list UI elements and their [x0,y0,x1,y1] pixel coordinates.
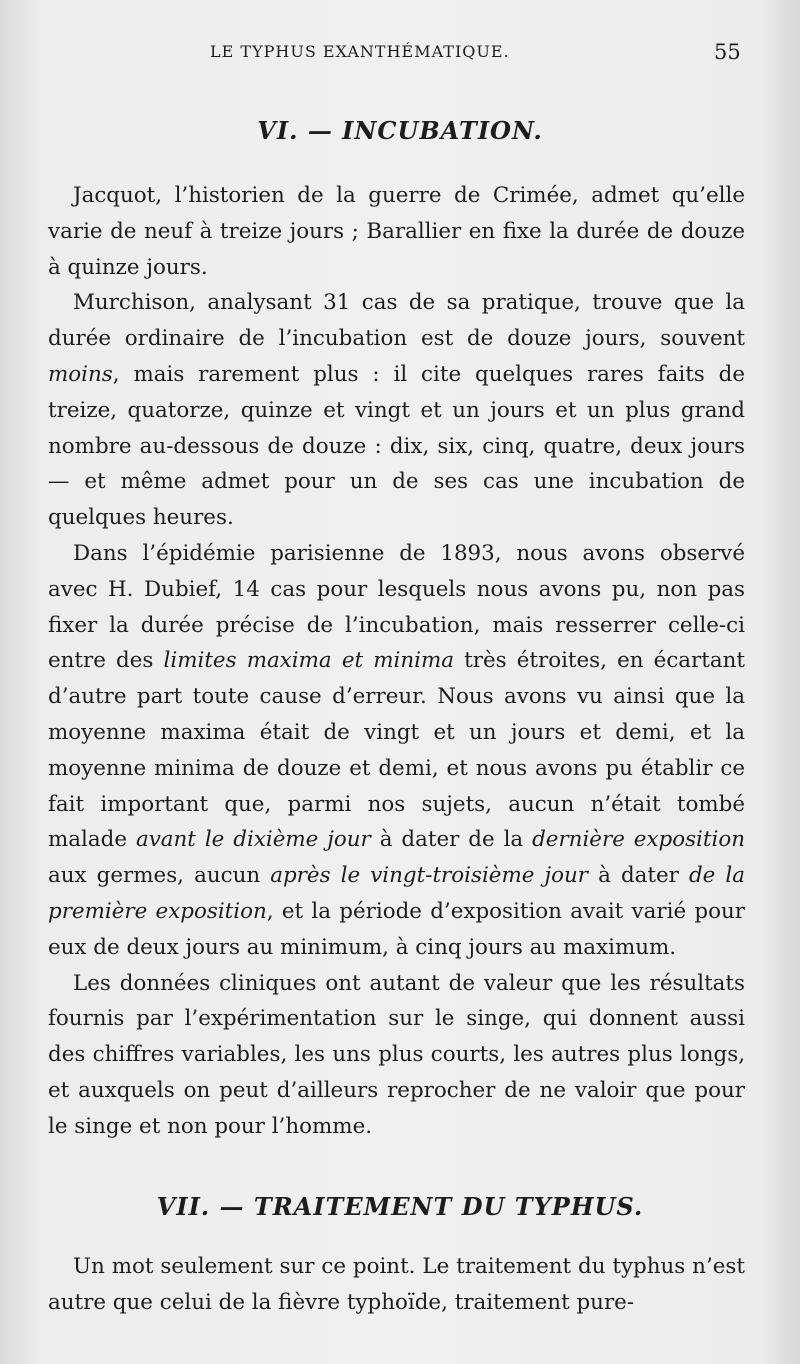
text-run: à dater [588,863,689,889]
paragraph-epidemie-1893 [48,536,745,966]
paragraph-jacquot: Jacquot, l’historien de la guerre de Crimée, admet qu’elle varie de neuf à treize jours ; Barallier en fixe la durée de douze à quinze jours. [48,183,745,280]
text-run: très étroites, en écartant d’autre part toute cause d’erreur. Nous avons vu ainsi que la moyenne maxima était de vingt et un jours et demi, et la moyenne minima de douze et demi, et nous avons pu établir ce fait important que, parmi nos sujets, aucun n’était tombé malade [48,648,746,853]
italic-text: après le vingt-troisième jour [270,863,589,889]
italic-text: avant le dixième jour [135,827,371,853]
section-body-traitement [48,1249,745,1321]
text-run: , et la période d’exposition avait varié pour eux de deux jours au minimum, à cinq jours au maximum. [48,898,745,960]
section-heading-traitement: VII. — TRAITEMENT DU TYPHUS. [156,1192,644,1221]
text-run: Murchison, analysant 31 cas de sa pratique, trouve que la durée ordinaire de l’incubation est de douze jours, souvent [48,290,745,352]
italic-text: de la première exposition [48,863,746,924]
running-title: LE TYPHUS EXANTHÉMATIQUE. [210,42,510,61]
text-run: aux germes, aucun [48,863,271,889]
paragraph-murchison [48,285,745,536]
page-number: 55 [714,40,741,64]
text-run: Dans l’épidémie parisienne de 1893, nous avons observé avec H. Dubief, 14 cas pour lesquels nous avons pu, non pas fixer la durée précise de l’incubation, mais resserrer celle-ci entre des [48,540,745,674]
italic-text: dernière exposition [532,827,745,853]
italic-text: limites maxima et minima [163,648,454,674]
text-run: , mais rarement plus : il cite quelques rares faits de treize, quatorze, quinze et vingt et un jours et un plus grand nombre au-dessous de douze : dix, six, cinq, quatre, deux jours — et même admet pour un de ses cas une incubation de quelques heures. [48,361,745,531]
text-run: à dater de la [370,827,533,853]
section-body-incubation [48,178,745,1145]
paragraph-traitement: Un mot seulement sur ce point. Le traitement du typhus n’est autre que celui de la fièvre typhoïde, traitement pure- [48,1254,745,1315]
paragraph-donnees-cliniques: Les données cliniques ont autant de valeur que les résultats fournis par l’expérimentation sur le singe, qui donnent aussi des chiffres variables, les uns plus courts, les autres plus longs, et auxquels on peut d’ailleurs reprocher de ne valoir que pour le singe et non pour l’homme. [48,970,745,1139]
italic-text: moins [48,361,113,387]
section-heading-incubation: VI. — INCUBATION. [257,116,543,145]
